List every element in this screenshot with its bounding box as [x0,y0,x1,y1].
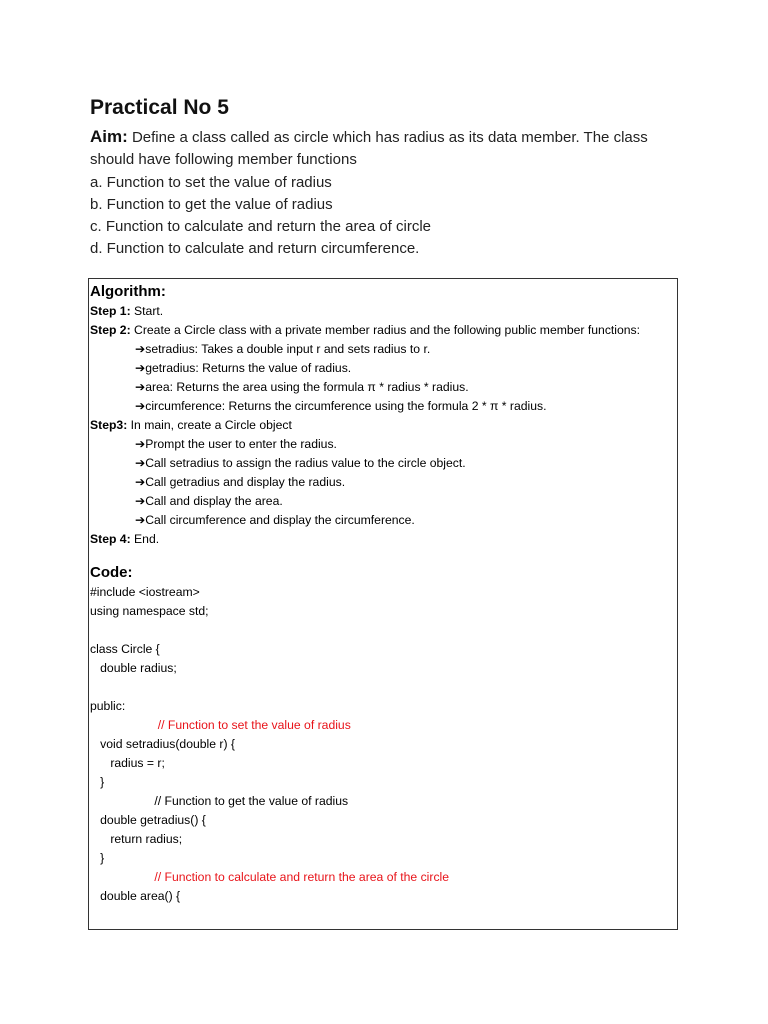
aim-item: b. Function to get the value of radius [90,195,333,213]
content-box [88,278,678,930]
step-1 [90,302,675,321]
sub-step: ➔Call and display the area. [135,494,283,508]
code-line [90,678,675,697]
arrow-icon: ➔ [135,361,146,375]
code-line: double area() { [90,889,181,903]
aim-section [90,126,690,261]
step-4 [90,530,675,549]
arrow-icon: ➔ [135,342,146,356]
aim-item: a. Function to set the value of radius [90,173,332,191]
code-heading: Code: [90,564,133,581]
page-title: Practical No 5 [90,96,229,119]
step-label: Step 1: [90,304,131,318]
step-label: Step 2: [90,323,131,337]
code-block [90,583,675,906]
aim-item: d. Function to calculate and return circumference. [90,240,420,258]
code-comment: // Function to get the value of radius [90,794,349,808]
step-text: Create a Circle class with a private member radius and the following public member functions: [134,323,641,337]
code-line: class Circle { [90,642,160,656]
code-comment: // Function to set the value of radius [90,718,351,732]
arrow-icon: ➔ [135,399,146,413]
code-line [90,621,675,640]
step-text: Start. [134,304,164,318]
arrow-icon: ➔ [135,513,146,527]
sub-step: ➔Call circumference and display the circumference. [135,513,415,527]
step-label: Step 4: [90,532,131,546]
code-line: radius = r; [90,756,165,770]
aim-text: Define a class called as circle which has radius as its data member. The class should have following member functions [90,129,648,169]
code-line: using namespace std; [90,604,209,618]
aim-item: c. Function to calculate and return the area of circle [90,218,432,236]
code-line: } [90,851,105,865]
step-label: Step3: [90,418,128,432]
arrow-icon: ➔ [135,437,146,451]
step-text: End. [134,532,160,546]
sub-step: ➔circumference: Returns the circumference using the formula 2 * π * radius. [135,399,547,413]
step-text: In main, create a Circle object [130,418,292,432]
arrow-icon: ➔ [135,494,146,508]
code-line: public: [90,699,126,713]
arrow-icon: ➔ [135,380,146,394]
code-comment: // Function to calculate and return the area of the circle [90,870,450,884]
code-line: double getradius() { [90,813,206,827]
sub-step: ➔Prompt the user to enter the radius. [135,437,337,451]
step-2 [90,321,675,340]
code-line: return radius; [90,832,183,846]
sub-step: ➔getradius: Returns the value of radius. [135,361,352,375]
arrow-icon: ➔ [135,456,146,470]
code-line: double radius; [90,661,177,675]
code-line: void setradius(double r) { [90,737,235,751]
algorithm-heading: Algorithm: [90,283,166,300]
aim-label: Aim: [90,127,128,146]
sub-step: ➔area: Returns the area using the formula π * radius * radius. [135,380,469,394]
code-line: #include <iostream> [90,585,200,599]
sub-step: ➔setradius: Takes a double input r and sets radius to r. [135,342,431,356]
sub-step: ➔Call setradius to assign the radius value to the circle object. [135,456,466,470]
arrow-icon: ➔ [135,475,146,489]
step-3 [90,416,675,435]
sub-step: ➔Call getradius and display the radius. [135,475,346,489]
code-line: } [90,775,105,789]
